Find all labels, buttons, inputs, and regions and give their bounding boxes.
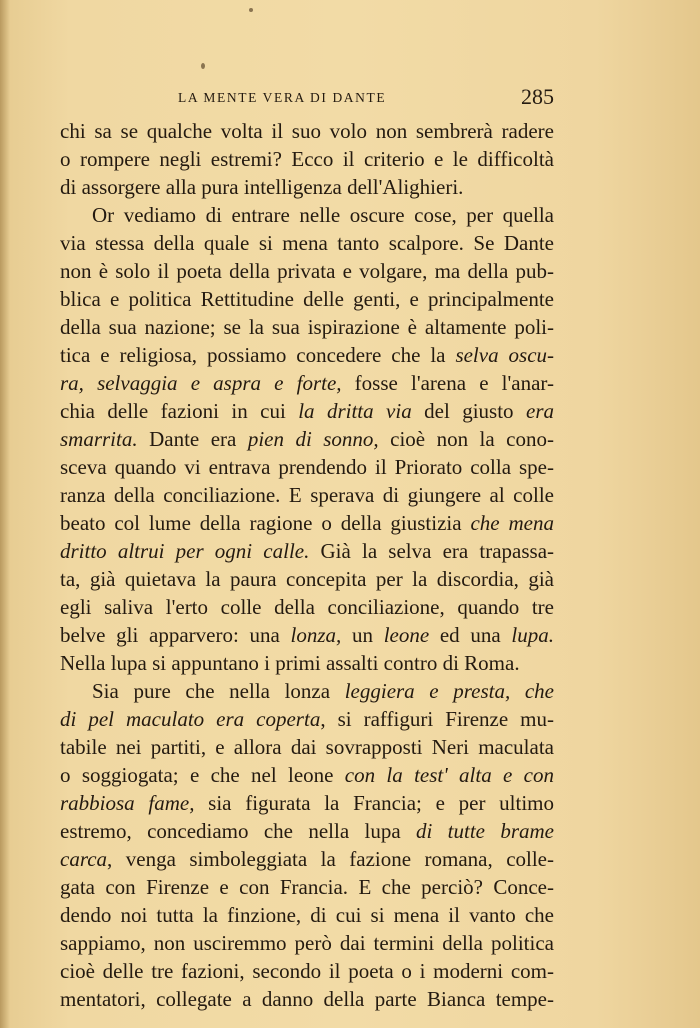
text-line (60, 929, 554, 957)
text-segment: ranza della conciliazione. E sperava di giungere al colle (60, 483, 554, 507)
text-segment: sappiamo, non usciremmo però dai termini della politica (60, 931, 554, 955)
text-segment: chi sa se qualche volta il suo volo non sembrerà radere (60, 119, 554, 143)
italic-text: la dritta via (298, 399, 412, 423)
text-line (60, 229, 554, 257)
text-line (60, 257, 554, 285)
text-line (60, 425, 554, 453)
text-segment: cioè delle tre fazioni, secondo il poeta o i moderni com- (60, 959, 554, 983)
text-line (60, 341, 554, 369)
italic-text: lupa. (511, 623, 554, 647)
text-segment: tica e religiosa, possiamo concedere che la (60, 343, 456, 367)
italic-text: di tutte brame (415, 819, 554, 843)
italic-text: di pel maculato era coperta (60, 707, 321, 731)
italic-text: leone (383, 623, 430, 647)
text-segment: gata con Firenze e con Francia. E che perciò? Conce- (60, 875, 554, 899)
text-segment: , venga simboleggiata la fazione romana, colle- (107, 847, 554, 871)
text-segment: sia figurata la Francia; e per ultimo (194, 791, 555, 815)
text-line (60, 621, 554, 649)
text-line (60, 985, 554, 1013)
italic-text: ra, selvaggia e aspra e forte, (60, 371, 342, 395)
text-line (60, 649, 554, 677)
text-segment: beato col lume della ragione o della giustizia (60, 511, 471, 535)
italic-text: selva oscu- (455, 343, 555, 367)
text-segment: cioè non la cono- (378, 427, 554, 451)
text-segment: ta, già quietava la paura concepita per la discordia, già (60, 567, 554, 591)
text-line (60, 173, 554, 201)
italic-text: rabbiosa fame, (60, 791, 195, 815)
text-segment: ed una (429, 623, 512, 647)
text-segment: estremo, concediamo che nella lupa (60, 819, 416, 843)
italic-text: era (526, 399, 554, 423)
italic-text: che mena (470, 511, 554, 535)
text-line (60, 817, 554, 845)
italic-text: lonza, (290, 623, 342, 647)
text-line (60, 481, 554, 509)
text-segment: via stessa della quale si mena tanto scalpore. Se Dante (60, 231, 554, 255)
text-segment: egli saliva l'erto colle della conciliazione, quando tre (60, 595, 554, 619)
text-segment: o rompere negli estremi? Ecco il criterio e le difficoltà (60, 147, 554, 171)
paper-speck (249, 8, 253, 12)
text-segment: blica e politica Rettitudine delle genti, e principalmente (60, 287, 554, 311)
text-segment: , si raffiguri Firenze mu- (320, 707, 554, 731)
text-line (60, 565, 554, 593)
text-line (60, 313, 554, 341)
text-line (60, 537, 554, 565)
text-line (60, 369, 554, 397)
italic-text: smarrita. (60, 427, 138, 451)
running-header (60, 86, 554, 110)
text-segment: sceva quando vi entrava prendendo il Priorato colla spe- (60, 455, 554, 479)
italic-text: leggiera e presta, che (344, 679, 554, 703)
text-line (60, 761, 554, 789)
text-segment: Or vediamo di entrare nelle oscure cose, per quella (92, 203, 554, 227)
text-line (60, 901, 554, 929)
text-line (60, 957, 554, 985)
text-segment: dendo noi tutta la finzione, di cui si mena il vanto che (60, 903, 554, 927)
text-line (60, 705, 554, 733)
running-title: LA MENTE VERA DI DANTE (178, 90, 387, 105)
text-line (60, 453, 554, 481)
text-segment: Sia pure che nella lonza (92, 679, 345, 703)
text-segment: Dante era (137, 427, 248, 451)
text-segment: tabile nei partiti, e allora dai sovrapposti Neri maculata (60, 735, 554, 759)
italic-text: dritto altrui per ogni calle. (60, 539, 310, 563)
text-segment: Già la selva era trapassa- (309, 539, 555, 563)
text-line (60, 789, 554, 817)
italic-text: con la test' alta e con (344, 763, 554, 787)
text-line (60, 593, 554, 621)
text-line (60, 145, 554, 173)
text-line (92, 677, 554, 705)
text-segment: della sua nazione; se la sua ispirazione è altamente poli- (60, 315, 554, 339)
paper-speck (201, 63, 205, 69)
text-segment: chia delle fazioni in cui (60, 399, 299, 423)
text-segment: Nella lupa si appuntano i primi assalti contro di Roma. (60, 651, 520, 675)
text-line (60, 845, 554, 873)
page-spine-shadow (0, 0, 10, 1028)
text-line (92, 201, 554, 229)
page-number: 285 (521, 84, 554, 109)
italic-text: carca (60, 847, 108, 871)
text-segment: di assorgere alla pura intelligenza dell'Alighieri. (60, 175, 464, 199)
text-line (60, 873, 554, 901)
text-segment: belve gli apparvero: una (60, 623, 291, 647)
text-line (60, 733, 554, 761)
text-segment: o soggiogata; e che nel leone (60, 763, 345, 787)
italic-text: pien di sonno, (247, 427, 379, 451)
text-line (60, 509, 554, 537)
text-segment: fosse l'arena e l'anar- (341, 371, 554, 395)
text-segment: un (341, 623, 384, 647)
text-line (60, 285, 554, 313)
text-segment: del giusto (411, 399, 526, 423)
text-line (60, 397, 554, 425)
text-segment: mentatori, collegate a danno della parte Bianca tempe- (60, 987, 554, 1011)
text-segment: non è solo il poeta della privata e volgare, ma della pub- (60, 259, 554, 283)
text-line (60, 117, 554, 145)
